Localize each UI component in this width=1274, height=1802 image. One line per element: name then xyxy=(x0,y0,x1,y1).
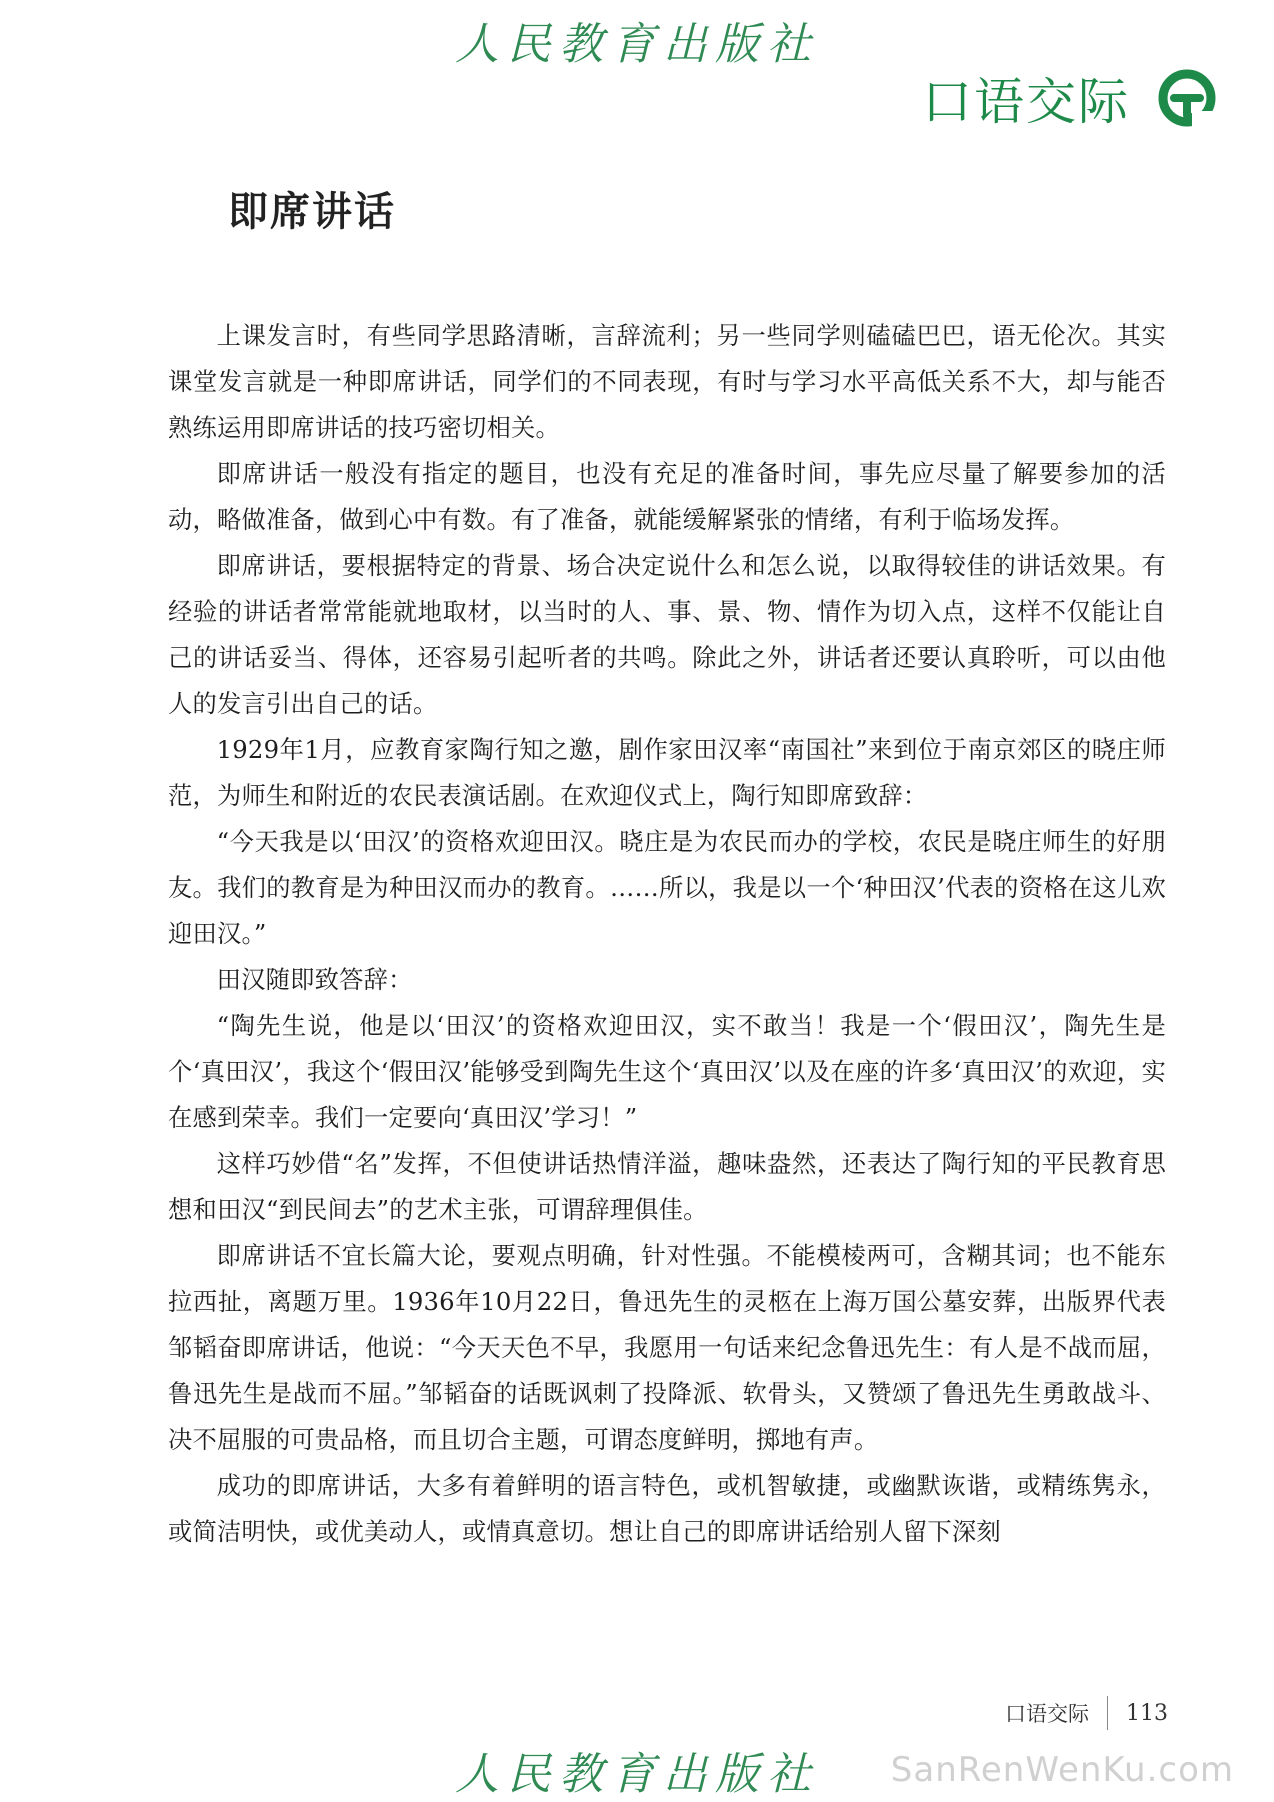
publisher-logo-bottom: 人民教育出版社 xyxy=(455,1749,819,1800)
watermark: SanRenWenKu.com xyxy=(890,1750,1234,1790)
paragraph: 即席讲话一般没有指定的题目，也没有充足的准备时间，事先应尽量了解要参加的活动，略做准备，做到心中有数。有了准备，就能缓解紧张的情绪，有利于临场发挥。 xyxy=(168,459,1166,534)
paragraph: 即席讲话不宜长篇大论，要观点明确，针对性强。不能模棱两可，含糊其词；也不能东拉西扯，离题万里。1936年10月22日，鲁迅先生的灵柩在上海万国公墓安葬，出版界代表邹韬奋即席讲话，他说：“今天天色不早，我愿用一句话来纪念鲁迅先生：有人是不战而屈，鲁迅先生是战而不屈。”邹韬奋的话既讽刺了投降派、软骨头，又赞颂了鲁迅先生勇敢战斗、决不屈服的可贵品格，而且切合主题，可谓态度鲜明，掷地有声。 xyxy=(168,1241,1166,1454)
publisher-logo-top: 人民教育出版社 xyxy=(455,19,819,70)
footer-section-label: 口语交际 xyxy=(1005,1702,1089,1726)
paragraph: 成功的即席讲话，大多有着鲜明的语言特色，或机智敏捷，或幽默诙谐，或精练隽永，或简洁明快，或优美动人，或情真意切。想让自己的即席讲话给别人留下深刻 xyxy=(168,1471,1166,1546)
page-number: 113 xyxy=(1126,1700,1168,1726)
section-title: 口语交际 xyxy=(922,73,1130,131)
page-footer xyxy=(1005,1696,1168,1730)
speech-bubble-icon xyxy=(1156,67,1218,129)
footer-divider xyxy=(1107,1696,1108,1730)
paragraph: 这样巧妙借“名”发挥，不但使讲话热情洋溢，趣味盎然，还表达了陶行知的平民教育思想和田汉“到民间去”的艺术主张，可谓辞理俱佳。 xyxy=(168,1149,1166,1224)
paragraph: 上课发言时，有些同学思路清晰，言辞流利；另一些同学则磕磕巴巴，语无伦次。其实课堂发言就是一种即席讲话，同学们的不同表现，有时与学习水平高低关系不大，却与能否熟练运用即席讲话的技巧密切相关。 xyxy=(168,321,1166,442)
quote-paragraph: “今天我是以‘田汉’的资格欢迎田汉。晓庄是为农民而办的学校，农民是晓庄师生的好朋友。我们的教育是为种田汉而办的教育。……所以，我是以一个‘种田汉’代表的资格在这儿欢迎田汉。” xyxy=(168,827,1166,948)
paragraph: 田汉随即致答辞： xyxy=(216,965,413,994)
paragraph: 即席讲话，要根据特定的背景、场合决定说什么和怎么说，以取得较佳的讲话效果。有经验的讲话者常常能就地取材，以当时的人、事、景、物、情作为切入点，这样不仅能让自己的讲话妥当、得体，还容易引起听者的共鸣。除此之外，讲话者还要认真聆听，可以由他人的发言引出自己的话。 xyxy=(168,551,1166,718)
section-header xyxy=(922,62,1218,134)
body-text xyxy=(168,313,1166,1555)
paragraph: 1929年1月，应教育家陶行知之邀，剧作家田汉率“南国社”来到位于南京郊区的晓庄师范，为师生和附近的农民表演话剧。在欢迎仪式上，陶行知即席致辞： xyxy=(168,735,1166,810)
quote-paragraph: “陶先生说，他是以‘田汉’的资格欢迎田汉，实不敢当！我是一个‘假田汉’，陶先生是个‘真田汉’，我这个‘假田汉’能够受到陶先生这个‘真田汉’以及在座的许多‘真田汉’的欢迎，实在感到荣幸。我们一定要向‘真田汉’学习！” xyxy=(168,1011,1166,1132)
lesson-title: 即席讲话 xyxy=(228,189,396,235)
